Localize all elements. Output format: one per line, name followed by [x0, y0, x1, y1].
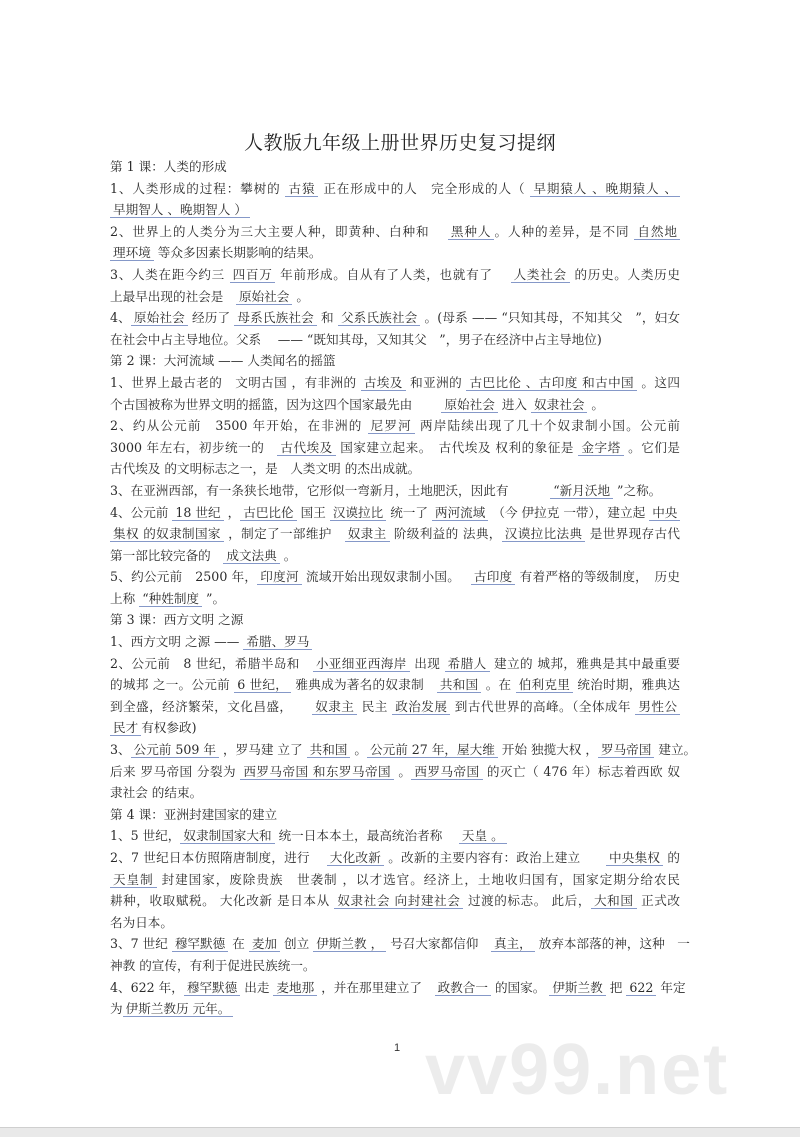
answer-blank: 民才 — [110, 720, 141, 736]
text-segment: 年前形成。自从有了人类，也就有了 — [275, 266, 511, 282]
answer-blank: “种姓制度 — [139, 591, 202, 607]
text-line — [110, 588, 680, 610]
text-segment: 5、约公元前 2500 年， — [110, 569, 258, 585]
answer-blank: 古印度 — [471, 569, 516, 585]
text-segment: 的灭亡（ 476 年）标志着西欧 奴 — [482, 763, 680, 779]
text-segment: 4、公元前 — [110, 504, 173, 520]
text-line — [110, 566, 680, 588]
text-segment: 古代埃及 的文明标志之一，是 人类文明 的杰出成就。 — [110, 461, 421, 477]
text-segment: 3、在亚洲西部，有一条狭长地带，它形似一弯新月，土地肥沃，因此有 — [110, 482, 551, 498]
text-segment: 等众多因素长期影响的结果。 — [153, 245, 322, 261]
text-segment: 3000 年左右，初步统一的 — [110, 439, 278, 455]
answer-blank: 天皇制 — [110, 872, 157, 888]
text-segment: 1、西方文明 之源 —— — [110, 634, 244, 650]
text-segment: 2、公元前 8 世纪，希腊半岛和 — [110, 655, 313, 671]
text-segment: 在社会中占主导地位。父系 —— “既知其母，又知其父 ”，男子在经济中占主导地位) — [110, 331, 602, 347]
answer-blank: “新月沃地 — [550, 483, 613, 499]
text-segment: 流域开始出现奴隶制小国。 — [301, 569, 471, 585]
answer-blank: 真主， — [491, 936, 535, 952]
answer-blank: 男性公 — [635, 699, 680, 715]
text-segment: 封建国家，废除贵族 世袭制 ，以才选官。经济上，土地收归国有，国家定期分给农民 — [156, 871, 681, 887]
answer-blank: 成文法典 — [223, 548, 279, 564]
text-line — [110, 523, 680, 545]
answer-blank: 汉谟拉比法典 — [502, 526, 586, 542]
answer-blank: 原始社会 — [131, 310, 188, 326]
answer-blank: 共和国 — [307, 742, 351, 758]
answer-blank: 四百万 — [230, 267, 276, 283]
text-line — [110, 847, 680, 869]
answer-blank: 中央 — [649, 505, 680, 521]
text-segment: 。它们是 — [623, 439, 680, 455]
answer-blank: 古巴比伦 — [240, 505, 296, 521]
text-line — [110, 631, 680, 653]
answer-blank: 麦加 — [249, 936, 280, 952]
text-line — [110, 502, 680, 524]
text-segment: 建立。 — [654, 742, 697, 758]
text-line — [110, 912, 680, 934]
answer-blank: 公元前 27 年，屋大维 — [367, 742, 498, 758]
answer-blank: 父系氏族社会 — [338, 310, 420, 326]
text-line — [110, 307, 680, 329]
text-segment: 的国家。 — [490, 979, 550, 995]
text-segment: 到全盛，经济繁荣，文化昌盛， — [110, 698, 313, 714]
text-segment: ，制定了一部维护 — [223, 526, 345, 542]
answer-blank: 奴隶主 — [345, 526, 390, 542]
answer-blank: 原始社会 — [441, 397, 497, 413]
answer-blank: 母系氏族社会 — [234, 310, 316, 326]
answer-blank: 古埃及 — [361, 375, 406, 391]
answer-blank: 18 世纪 — [172, 505, 223, 521]
text-segment: ， — [223, 504, 241, 520]
answer-blank: 古巴比伦 、古印度 和古中国 — [466, 375, 637, 391]
text-segment: 。(母系 —— “只知其母，不知其父 ”，妇女 — [420, 310, 681, 326]
text-segment: 到古代世界的高峰。（全体成年 — [450, 698, 636, 714]
answer-blank: 原始社会 — [236, 289, 292, 305]
text-line — [110, 674, 680, 696]
text-line — [110, 458, 680, 480]
answer-blank: 伊斯兰教 ， — [313, 936, 386, 952]
text-segment: 过渡的标志。 此后， — [463, 893, 591, 909]
text-segment: 和亚洲的 — [405, 374, 467, 390]
text-segment: 。 — [350, 742, 367, 758]
text-segment: 。 — [587, 396, 605, 412]
text-segment: 隶社会 的结束。 — [110, 785, 203, 801]
text-line — [110, 286, 680, 308]
text-segment: 后来 罗马帝国 分裂为 — [110, 763, 241, 779]
answer-blank: 人类社会 — [511, 267, 570, 283]
text-line — [110, 869, 680, 891]
text-line — [110, 825, 680, 847]
text-segment: 4、622 年， — [110, 979, 184, 995]
text-segment: 阶级利益的 法典， — [389, 526, 502, 542]
text-line — [110, 977, 686, 999]
answer-blank: 尼罗河 — [368, 418, 415, 434]
answer-blank: 622 — [626, 980, 656, 996]
answer-blank: 早期智人 、晚期智人 ） — [110, 202, 250, 218]
text-line — [110, 178, 680, 200]
text-segment: 耕种，收取赋税。 大化改新 是日本从 — [110, 893, 335, 909]
text-line — [110, 329, 680, 351]
text-segment: 神教 的宣传，有利于促进民族统一。 — [110, 957, 316, 973]
text-segment: （今 伊拉克 一带），建立起 — [488, 504, 650, 520]
text-segment: 国家建立起来。 古代埃及 权利的象征是 — [335, 439, 579, 455]
text-line — [110, 372, 680, 394]
answer-blank: 理环境 — [110, 245, 154, 261]
text-segment: 统治时期，雅典达 — [573, 677, 680, 693]
text-segment: 上称 — [110, 590, 140, 606]
text-segment: 1、人类形成的过程：攀树的 — [110, 180, 286, 196]
answer-blank: 政教合一 — [435, 980, 491, 996]
text-segment: ”。 — [202, 590, 226, 606]
document-body — [110, 156, 697, 1020]
answer-blank: 穆罕默德 — [184, 980, 240, 996]
page-number: 1 — [394, 1042, 401, 1054]
text-line — [110, 696, 680, 718]
text-segment: 上最早出现的社会是 — [110, 288, 236, 304]
text-segment: 经历了 — [187, 310, 235, 326]
lesson-heading — [110, 350, 680, 372]
text-line — [110, 955, 680, 977]
answer-blank: 大化改新 — [327, 850, 384, 866]
answer-blank: 罗马帝国 — [598, 742, 654, 758]
text-segment: 第 2 课：大河流域 —— 人类闻名的摇篮 — [110, 353, 336, 369]
text-segment: 4、 — [110, 310, 131, 326]
text-line — [110, 437, 680, 459]
text-segment: 3、7 世纪 — [110, 936, 172, 952]
answer-blank: 希腊人 — [445, 656, 490, 672]
text-segment: 。在 — [481, 677, 516, 693]
text-segment: 。人种的差异，是不同 — [494, 223, 635, 239]
lesson-heading — [110, 804, 680, 826]
text-segment: 雅典成为著名的奴隶制 — [291, 677, 437, 693]
text-segment: 年定 — [656, 979, 686, 995]
text-segment: 。 — [292, 288, 309, 304]
answer-blank: 西罗马帝国 和东罗马帝国 — [240, 764, 394, 780]
text-line — [110, 890, 680, 912]
text-line — [110, 717, 680, 739]
text-segment: 统一了 — [386, 504, 432, 520]
text-segment: 和 — [316, 310, 338, 326]
text-line — [110, 761, 680, 783]
text-segment: 1、5 世纪， — [110, 828, 181, 844]
text-segment: 2、世界上的人类分为三大主要人种，即黄种、白种和 — [110, 223, 448, 239]
text-segment: 把 — [605, 979, 627, 995]
text-line — [110, 221, 680, 243]
answer-blank: 6 世纪， — [234, 677, 291, 693]
text-line — [110, 264, 680, 286]
answer-blank: 黑种人 — [448, 224, 495, 240]
watermark: vv99.net — [425, 1030, 730, 1110]
text-segment: 的城邦 之一。公元前 — [110, 677, 235, 693]
text-segment: 的历史。人类历史 — [569, 266, 680, 282]
text-line — [110, 998, 680, 1020]
answer-blank: 中央集权 — [606, 850, 663, 866]
text-segment: 。改新的主要内容有：政治上建立 — [384, 850, 606, 865]
text-line — [110, 242, 680, 264]
answer-blank: 伊斯兰教历 元年。 — [123, 1001, 234, 1017]
text-segment: 2、约从公元前 3500 年开始，在非洲的 — [110, 418, 368, 434]
answer-blank: 早期猿人 、晚期猿人 、 — [530, 181, 680, 197]
text-segment: 有着严格的等级制度， 历史 — [515, 569, 680, 585]
answer-blank: 奴隶制国家大和 — [180, 828, 274, 844]
text-segment: 正在形成中的人 完全形成的人（ — [318, 180, 531, 196]
answer-blank: 西罗马帝国 — [411, 764, 482, 780]
answer-blank: 共和国 — [437, 677, 482, 693]
text-segment: 第一部比较完备的 — [110, 547, 224, 563]
answer-blank: 政治发展 — [392, 699, 450, 715]
text-line — [110, 739, 697, 761]
text-line — [110, 394, 680, 416]
text-segment: 国王 — [296, 504, 330, 520]
text-segment: 3、 — [110, 742, 131, 758]
text-segment: 放弃本部落的神，这种 一 — [534, 936, 690, 952]
answer-blank: 集权 的奴隶制国家 — [110, 526, 224, 542]
text-segment: 创立 — [280, 936, 314, 952]
lesson-heading — [110, 609, 680, 631]
text-line — [110, 933, 690, 955]
text-segment: 。 — [393, 763, 412, 779]
text-segment: 建立的 城邦，雅典是其中最重要 — [489, 655, 681, 671]
answer-blank: 印度河 — [257, 569, 302, 585]
answer-blank: 天皇 。 — [459, 828, 507, 844]
answer-blank: 大和国 — [591, 893, 637, 909]
text-segment: 统一日本本土，最高统治者称 — [274, 828, 459, 844]
answer-blank: 小亚细亚西海岸 — [313, 656, 410, 672]
answer-blank: 金字塔 — [578, 440, 623, 456]
text-segment: 出走 — [240, 979, 274, 995]
text-segment: 两岸陆续出现了几十个奴隶制小国。公元前 — [414, 418, 680, 434]
text-segment: 名为日本。 — [110, 914, 173, 930]
answer-blank: 希腊、罗马 — [243, 634, 312, 650]
text-segment: 3、人类在距今约三 — [110, 266, 230, 282]
text-segment: 的 — [663, 850, 680, 865]
answer-blank: 公元前 509 年 — [131, 742, 219, 758]
text-segment: 个古国被称为世界文明的摇篮，因为这四个国家最先由 — [110, 396, 442, 412]
answer-blank: 伯利克里 — [516, 677, 573, 693]
text-segment: 在 — [228, 936, 249, 952]
answer-blank: 自然地 — [634, 224, 680, 240]
text-segment: 民主 — [357, 698, 393, 714]
text-segment: ，并在那里建立了 — [317, 979, 435, 995]
document-title: 人教版九年级上册世界历史复习提纲 — [243, 132, 556, 154]
answer-blank: 古猿 — [285, 181, 318, 197]
text-line — [110, 480, 680, 502]
text-line — [110, 545, 680, 567]
text-segment: 正式改 — [636, 893, 680, 909]
answer-blank: 奴隶社会 — [531, 397, 587, 413]
text-segment: 为 — [110, 1001, 123, 1017]
text-line — [110, 782, 680, 804]
text-line — [110, 199, 680, 221]
answer-blank: 穆罕默德 — [172, 936, 228, 952]
answer-blank: 伊斯兰教 — [549, 980, 605, 996]
text-segment: 第 4 课：亚洲封建国家的建立 — [110, 806, 278, 822]
text-segment: 2、7 世纪日本仿照隋唐制度，进行 — [110, 850, 327, 865]
text-segment: ”之称。 — [613, 482, 662, 498]
text-line — [110, 415, 680, 437]
lesson-heading — [110, 156, 680, 178]
text-segment: 。 — [279, 547, 297, 563]
answer-blank: 两河流域 — [432, 505, 488, 521]
text-segment: ，罗马建 立了 — [219, 742, 307, 758]
text-segment: 第 1 课：人类的形成 — [110, 159, 227, 174]
answer-blank: 奴隶社会 向封建社会 — [334, 893, 463, 909]
answer-blank: 麦地那 — [273, 980, 317, 996]
answer-blank: 古代埃及 — [277, 440, 335, 456]
text-segment: 1、世界上最古老的 文明古国 ，有非洲的 — [110, 374, 361, 390]
text-segment: 出现 — [409, 655, 445, 671]
text-segment: 开始 独揽大权 ， — [497, 742, 598, 758]
answer-blank: 汉谟拉比 — [330, 505, 386, 521]
text-line — [110, 653, 680, 675]
text-segment: 号召大家都信仰 — [386, 936, 491, 952]
answer-blank: 奴隶主 — [312, 699, 357, 715]
text-segment: 第 3 课：西方文明 之源 — [110, 612, 244, 628]
text-segment: 。这四 — [637, 374, 680, 390]
text-segment: 是世界现存古代 — [585, 526, 680, 542]
text-segment: 有权参政) — [141, 720, 197, 736]
text-segment: 进入 — [497, 396, 532, 412]
